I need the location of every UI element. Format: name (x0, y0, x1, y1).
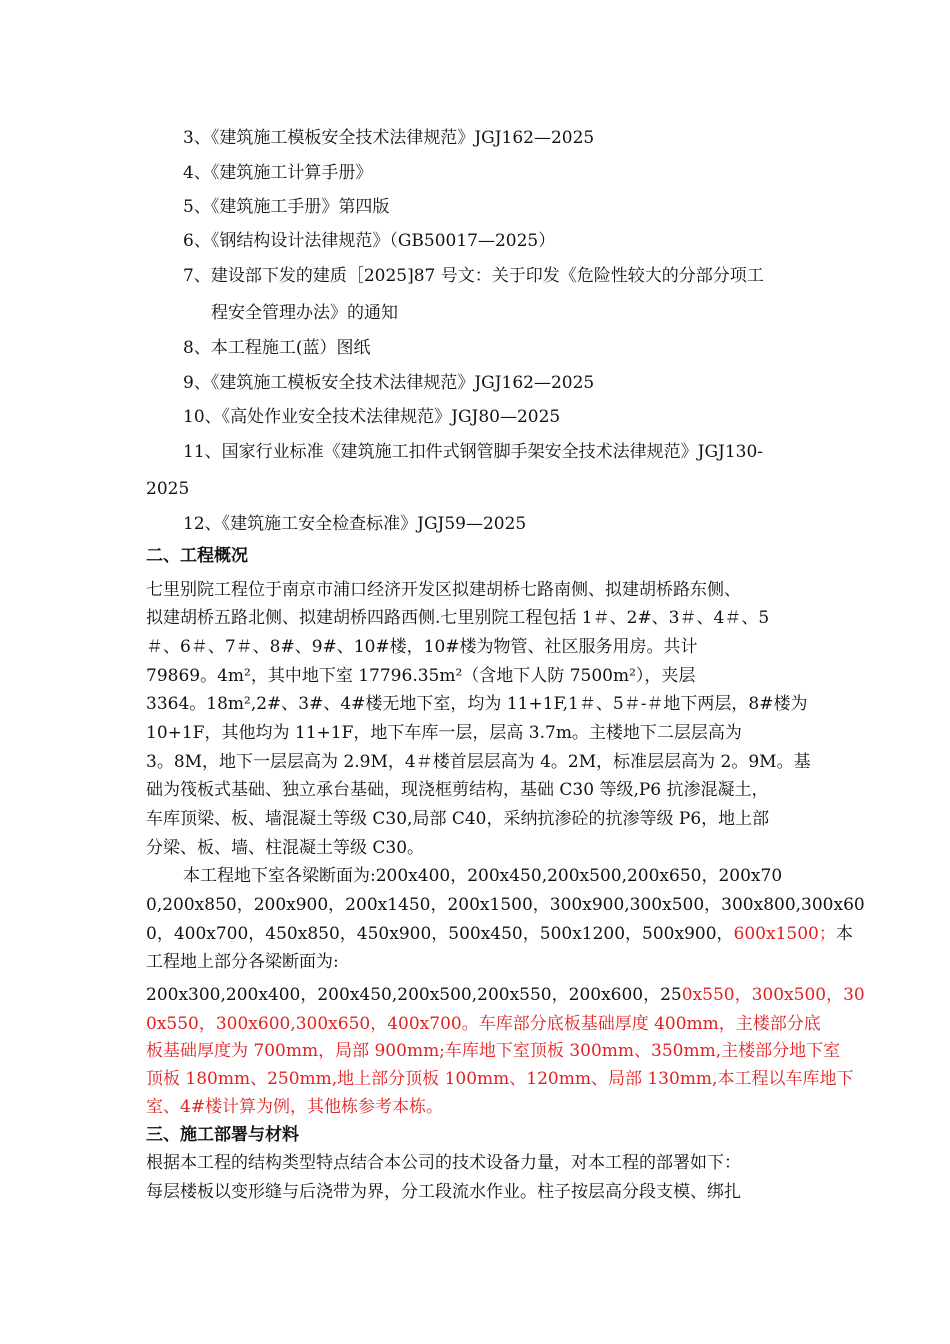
reference-item-7-cont: 程安全管理办法》的通知 (211, 303, 398, 323)
reference-item-7: 7、建设部下发的建质［2025]87 号文：关于印发《危险性较大的分部分项工 (183, 266, 764, 286)
deployment-line: 每层楼板以变形缝与后浇带为界，分工段流水作业。柱子按层高分段支模、绑扎 (146, 1182, 741, 1202)
overview-line: 3364。18m²,2#、3#、4#楼无地下室，均为 11+1F,1＃、5＃-＃地下两层，8#楼为 (146, 694, 808, 714)
overview-line: 础为筏板式基础、独立承台基础，现浇框剪结构，基础 C30 等级,P6 抗渗混凝土， (146, 780, 769, 800)
beam-sections-line (146, 984, 865, 1006)
highlighted-spec-line: 顶板 180mm、250mm,地上部分顶板 100mm、120mm、局部 130mm,本工程以车库地下 (146, 1069, 854, 1089)
overview-line: ＃、6＃、7＃、8#、9#、10#楼，10#楼为物管、社区服务用房。共计 (146, 637, 698, 657)
reference-item-6: 6、《钢结构设计法律规范》（GB50017—2025） (183, 231, 556, 251)
deployment-line: 根据本工程的结构类型特点结合本公司的技术设备力量，对本工程的部署如下： (146, 1153, 741, 1173)
overview-line: 分梁、板、墙、柱混凝土等级 C30。 (146, 838, 425, 858)
reference-item-11: 11、国家行业标准《建筑施工扣件式钢管脚手架安全技术法律规范》JGJ130- (183, 442, 764, 462)
reference-item-9: 9、《建筑施工模板安全技术法律规范》JGJ162—2025 (183, 373, 595, 393)
highlighted-spec-line: 0x550，300x600,300x650，400x700。车库部分底板基础厚度 400mm，主楼部分底 (146, 1014, 821, 1034)
overview-line: 10+1F，其他均为 11+1F，地下车库一层，层高 3.7m。主楼地下二层层高为 (146, 723, 742, 743)
reference-item-4: 4、《建筑施工计算手册》 (183, 163, 373, 183)
overview-line: 车库顶梁、板、墙混凝土等级 C30,局部 C40，采纳抗渗砼的抗渗等级 P6，地上部 (146, 809, 770, 829)
highlighted-beam-section: 600x1500； (733, 924, 836, 944)
section-heading-deployment: 三、施工部署与材料 (146, 1125, 299, 1145)
highlighted-spec-line: 板基础厚度为 700mm，局部 900mm;车库地下室顶板 300mm、350mm,主楼部分地下室 (146, 1041, 841, 1061)
overview-line: 拟建胡桥五路北侧、拟建胡桥四路西侧.七里别院工程包括 1＃、2#、3＃、4＃、5 (146, 608, 770, 628)
beam-sections-text: 本 (835, 924, 853, 944)
reference-item-8: 8、本工程施工(蓝）图纸 (183, 338, 371, 358)
reference-item-10: 10、《高处作业安全技术法律规范》JGJ80—2025 (183, 407, 561, 427)
beam-sections-line: 0,200x850，200x900，200x1450，200x1500，300x900,300x500，300x800,300x60 (146, 895, 865, 915)
highlighted-spec-line: 室、4#楼计算为例，其他栋参考本栋。 (146, 1097, 444, 1117)
beam-sections-line: 工程地上部分各梁断面为: (146, 952, 339, 972)
highlighted-beam-section: 0x550，300x500，30 (681, 985, 865, 1005)
reference-item-5: 5、《建筑施工手册》第四版 (183, 197, 390, 217)
beam-sections-line: 本工程地下室各梁断面为:200x400，200x450,200x500,200x650，200x70 (183, 866, 783, 886)
overview-line: 七里别院工程位于南京市浦口经济开发区拟建胡桥七路南侧、拟建胡桥路东侧、 (146, 580, 741, 600)
overview-line: 79869。4m²，其中地下室 17796.35m²（含地下人防 7500m²），夹层 (146, 666, 696, 686)
overview-line: 3。8M，地下一层层高为 2.9M，4＃楼首层层高为 4。2M，标准层层高为 2。9M。基 (146, 752, 811, 772)
section-heading-overview: 二、工程概况 (146, 546, 248, 566)
beam-sections-text: 0，400x700，450x850，450x900，500x450，500x1200，500x900， (146, 924, 734, 944)
reference-item-11-cont: 2025 (146, 479, 190, 499)
beam-sections-text: 200x300,200x400，200x450,200x500,200x550，200x600，25 (146, 985, 682, 1005)
reference-item-3: 3、《建筑施工模板安全技术法律规范》JGJ162—2025 (183, 128, 595, 148)
reference-item-12: 12、《建筑施工安全检查标准》JGJ59—2025 (183, 514, 527, 534)
beam-sections-line (146, 923, 853, 945)
